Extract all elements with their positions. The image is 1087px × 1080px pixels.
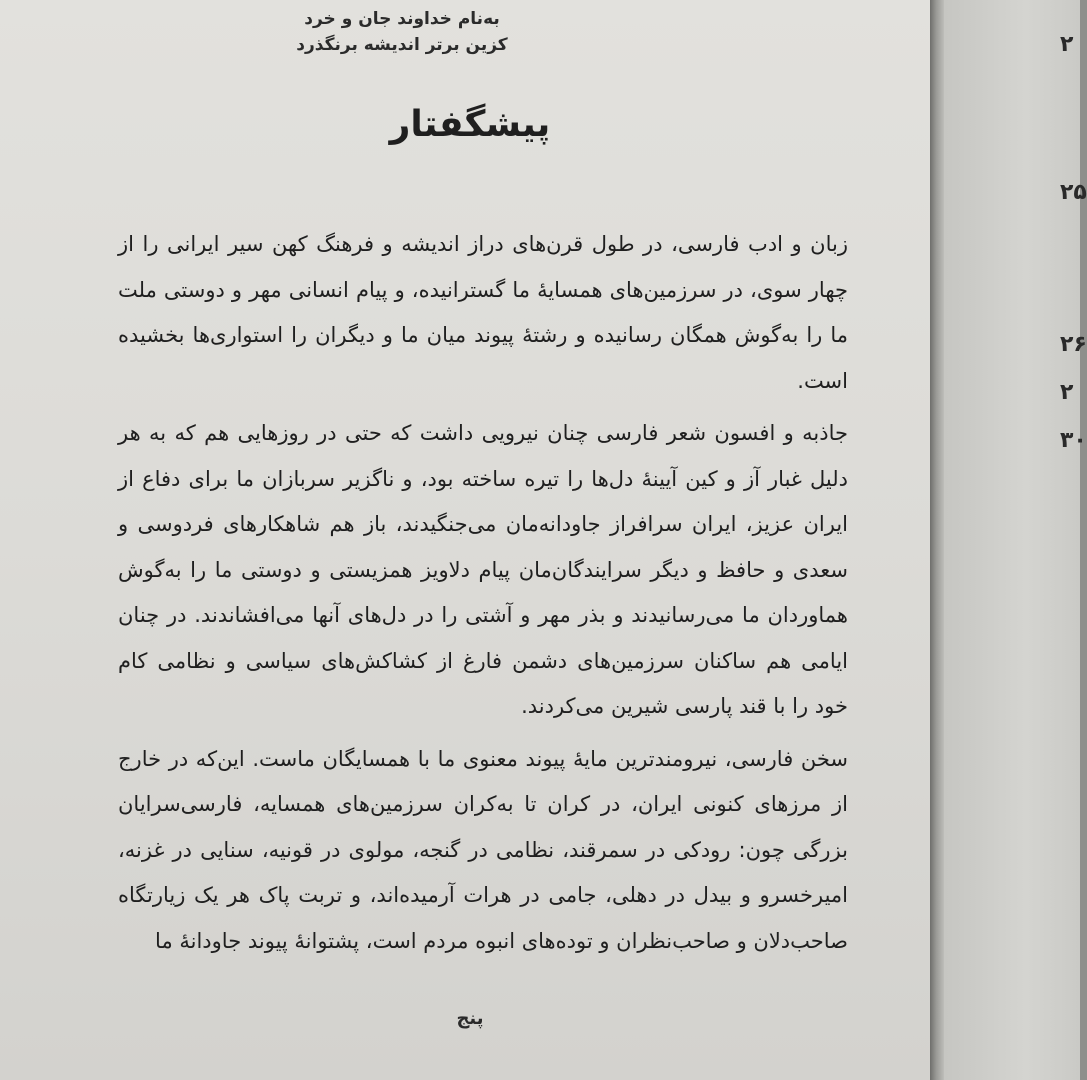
facing-page-number: ۲۶ (1060, 332, 1087, 357)
epigraph-line-2: کزین برتر اندیشه برنگذرد (296, 35, 508, 55)
epigraph-line-1: به‌نام خداوند جان و خرد (304, 9, 500, 29)
body-text (118, 222, 848, 964)
paragraph-1: زبان و ادب فارسی، در طول قرن‌های دراز اندیشه و فرهنگ کهن سیر ایرانی را از چهار سوی، در سرزمین‌های همسایهٔ ما گسترانیده، و پیام انسانی مهر و دوستی ملت ما را به‌گوش همگان رسانیده و رشتهٔ پیوند میان ما و دیگران را استواری‌ها بخشیده است. (118, 232, 848, 393)
epigraph (242, 6, 562, 58)
paragraph-3: سخن فارسی، نیرومندترین مایهٔ پیوند معنوی ما با همسایگان ماست. این‌که در خارج از مرزهای کنونی ایران، در کران تا به‌کران سرزمین‌های همسایه، فارسی‌سرایان بزرگی چون: رودکی در سمرقند، نظامی در گنجه، مولوی در قونیه، سنایی در غزنه، امیرخسرو و بیدل در دهلی، جامی در هرات آرمیده‌اند، و تربت پاک هر یک زیارتگاه صاحب‌دلان و صاحب‌نظران و توده‌های انبوه مردم است، پشتوانهٔ پیوند جاودانهٔ ما (118, 746, 848, 953)
page-title: پیشگفتار (389, 104, 551, 145)
page-number: پنج (456, 1008, 484, 1029)
facing-page-number: ۳۰ (1060, 428, 1087, 453)
facing-page (944, 0, 1080, 1080)
book-spine (930, 0, 944, 1080)
facing-page-number: ۲۵ (1060, 180, 1087, 205)
facing-page-number: ۲ (1060, 32, 1074, 57)
facing-page-number: ۲ (1060, 380, 1074, 405)
paragraph-2: جاذبه و افسون شعر فارسی چنان نیرویی داشت که حتی در روزهایی هم که به هر دلیل غبار آز و کین آیینهٔ دل‌ها را تیره ساخته بود، و ناگزیر سربازان ما برای دفاع از ایران عزیز، ایران سرافراز جاودانه‌مان می‌جنگیدند، باز هم شاهکارهای فردوسی و سعدی و حافظ و دیگر سرایندگان‌مان پیام دلاویز همزیستی و دوستی ما را به‌گوش هماوردان ما می‌رسانیدند و بذر مهر و آشتی را در دل‌های آنها می‌افشاندند. در چنان ایامی هم ساکنان سرزمین‌های دشمن فارغ از کشاکش‌های سیاسی و نظامی کام خود را با قند پارسی شیرین می‌کردند. (118, 421, 848, 718)
